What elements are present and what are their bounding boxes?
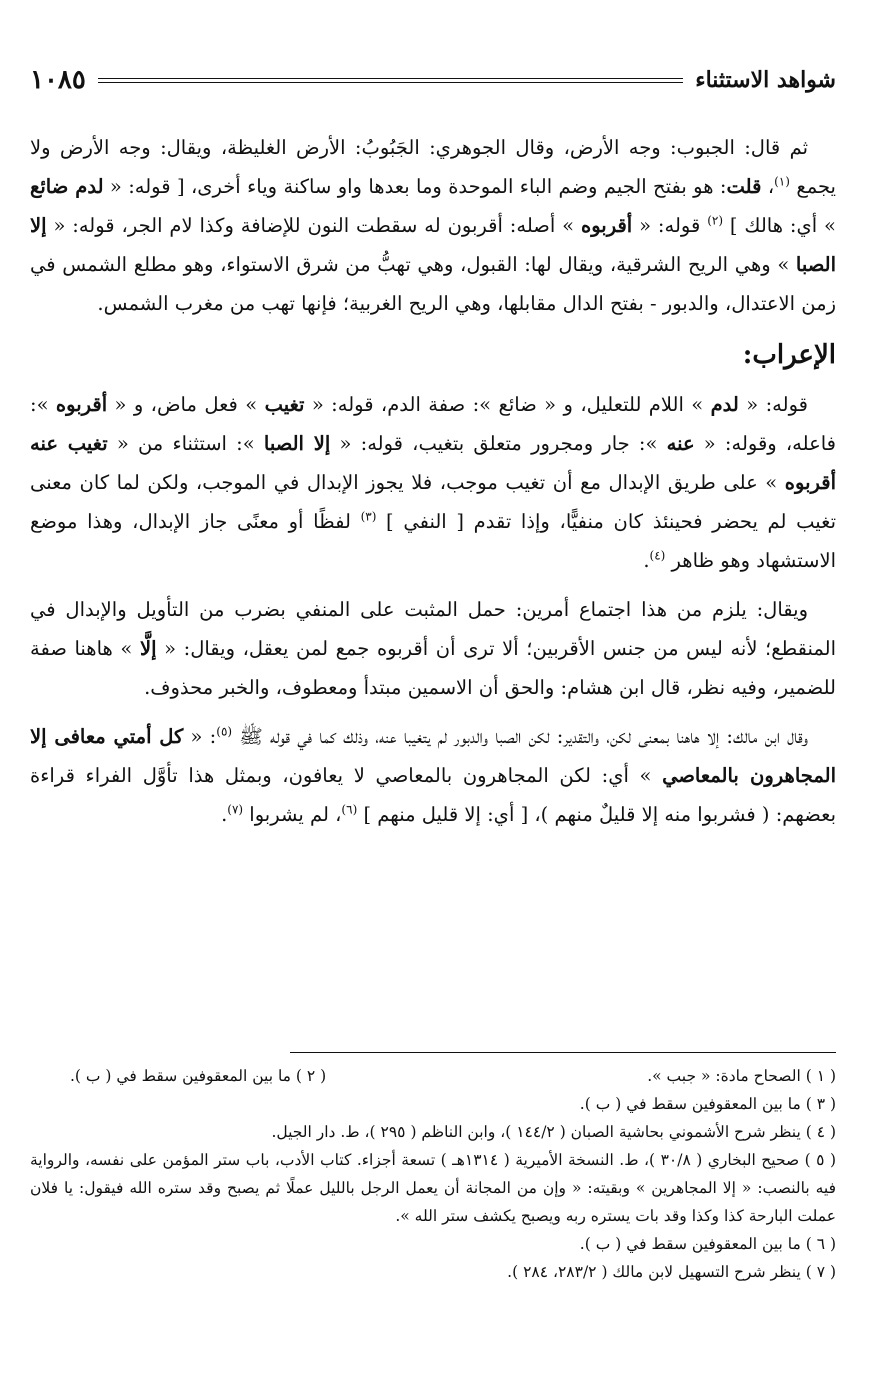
paragraph-3: [30, 590, 836, 707]
text-run: ويقال: يلزم من هذا اجتماع أمرين: حمل المثبت على المنفي بضرب من التأويل والإبدال في المنقطع؛ لأنه ليس من جنس الأقربين؛ ألا ترى أن أقربوه جمع لمن يعقل، ويقال: «: [30, 598, 836, 660]
footnote-4: ( ٤ ) ينظر شرح الأشموني بحاشية الصبان ( ١٤٤/٢ )، وابن الناظم ( ٢٩٥ )، ط. دار الجيل.: [271, 1123, 836, 1141]
text-run: ثم قال: الجبوب: وجه الأرض، وقال الجوهري: الجَبُوبُ: الأرض الغليظة، ويقال: وجه الأرض ولا يجمع: [30, 136, 836, 198]
header-rule: [98, 78, 683, 83]
footnote-ref: (٧): [227, 802, 244, 817]
main-text: [30, 128, 836, 844]
page-header: [30, 62, 836, 98]
text-run: قوله: «: [738, 393, 808, 416]
bold-term: إلا الصبا: [30, 214, 836, 276]
footnote-ref: (٣): [360, 509, 377, 524]
text-run: ، لم يشربوا: [243, 803, 342, 826]
footnote-ref: (٥): [216, 724, 233, 739]
bold-term: تغيب عنه أقربوه: [30, 432, 836, 494]
bold-term: عنه: [666, 432, 695, 455]
footnote-divider: [290, 1052, 836, 1053]
book-page: [30, 0, 836, 1391]
text-run: لفظًا أو معنًى جاز الإبدال، وهذا موضع الاستشهاد وهو ظاهر: [30, 510, 836, 572]
page-number: ١٠٨٥: [30, 65, 86, 95]
bold-term: إلَّا: [139, 637, 157, 660]
footnotes: [30, 1062, 836, 1286]
running-title: شواهد الاستثناء: [695, 67, 836, 93]
footnote-3: ( ٣ ) ما بين المعقوفين سقط في ( ب ).: [579, 1095, 836, 1113]
text-run: » على طريق الإبدال مع أن تغيب موجب، فلا يجوز الإبدال في الموجب، ولكن لما كان معنى تغيب لم يحضر فحينئذ كان منفيًّا، وإذا تقدم [ النفي ]: [30, 471, 836, 533]
text-run: » أصله: أقربون له سقطت النون للإضافة وكذا لام الجر، قوله: «: [46, 214, 581, 237]
footnote-ref: (٤): [649, 548, 666, 563]
text-run: » أي: لكن المجاهرون بالمعاصي لا يعافون، وبمثل هذا تأوَّل الفراء قراءة بعضهم: ( فشربوا منه إلا قليلٌ منهم )، [ أي: إلا قليل منهم ]: [30, 764, 836, 826]
text-run: »: جار ومجرور متعلق بتغيب، قوله: «: [330, 432, 667, 455]
bold-term: كل أمتي معافى إلا المجاهرون بالمعاصي: [30, 725, 836, 787]
bold-term: إلا الصبا: [263, 432, 331, 455]
bold-term: قلت: [726, 175, 762, 198]
text-run: قوله: «: [632, 214, 708, 237]
bold-term: لدم: [710, 393, 739, 416]
footnote-5: ( ٥ ) صحيح البخاري ( ٣٠/٨ )، ط. النسخة الأميرية ( ١٣١٤هـ ) تسعة أجزاء. كتاب الأدب، باب ستر المؤمن على نفسه، والرواية فيه بالنصب: « إلا المجاهرين » وبقيته: « وإن من المجانة أن يعمل الرجل بالليل عملًا ثم يصبح وقد ستره الله فيقول: يا فلان عملت البارحة كذا وكذا وقد بات يستره ربه ويصبح يكشف ستر الله ».: [30, 1151, 837, 1225]
footnote-7: ( ٧ ) ينظر شرح التسهيل لابن مالك ( ٢٨٣/٢، ٢٨٤ ).: [507, 1263, 836, 1281]
text-run: » وهي الريح الشرقية، ويقال لها: القبول، وهي تهبُّ من شرق الاستواء، وهو مطلع الشمس في زمن الاعتدال، والدبور - بفتح الدال مقابلها، وهي الريح الغربية؛ فإنها تهب من مغرب الشمس.: [30, 253, 836, 315]
text-run: وقال ابن مالك: إلا هاهنا بمعنى لكن، والتقدير: لكن الصبا والدبور لم يتغيبا عنه، وذلك كما في قوله ﷺ: [232, 725, 808, 748]
text-run: » هاهنا صفة للضمير، وفيه نظر، قال ابن هشام: والحق أن الاسمين مبتدأ ومعطوف، والخبر محذوف.: [30, 637, 836, 699]
bold-term: لدم ضائع: [30, 175, 104, 198]
text-run: .: [643, 549, 650, 572]
footnote-6: ( ٦ ) ما بين المعقوفين سقط في ( ب ).: [579, 1235, 836, 1253]
section-heading: الإعراب:: [742, 340, 836, 370]
footnote-row: [30, 1062, 836, 1090]
text-run: »: فاعله، وقوله: «: [30, 393, 836, 455]
paragraph-1: [30, 128, 836, 323]
footnote-ref: (١): [774, 174, 790, 189]
footnote-2: ( ٢ ) ما بين المعقوفين سقط في ( ب ).: [70, 1067, 327, 1085]
text-run: »: استثناء من «: [107, 432, 264, 455]
bold-term: أقربوه: [580, 214, 633, 237]
footnote-1: ( ١ ) الصحاح مادة: « جبب ».: [647, 1067, 836, 1085]
text-run: ،: [761, 175, 775, 198]
text-run: .: [221, 803, 228, 826]
footnote-ref: (٦): [341, 802, 358, 817]
text-run: » اللام للتعليل، و « ضائع »: صفة الدم، قوله: «: [304, 393, 711, 416]
text-run: » أي: هالك ]: [723, 214, 836, 237]
footnote-ref: (٢): [707, 213, 724, 228]
paragraph-4: [30, 717, 836, 834]
text-run: : «: [183, 725, 217, 748]
bold-term: أقربوه: [55, 393, 108, 416]
text-run: : هو بفتح الجيم وضم الباء الموحدة وما بعدها واو ساكنة وياء أخرى، [ قوله: «: [103, 175, 727, 198]
paragraph-2: [30, 385, 836, 580]
bold-term: تغيب: [264, 393, 305, 416]
text-run: » فعل ماض، و «: [107, 393, 265, 416]
